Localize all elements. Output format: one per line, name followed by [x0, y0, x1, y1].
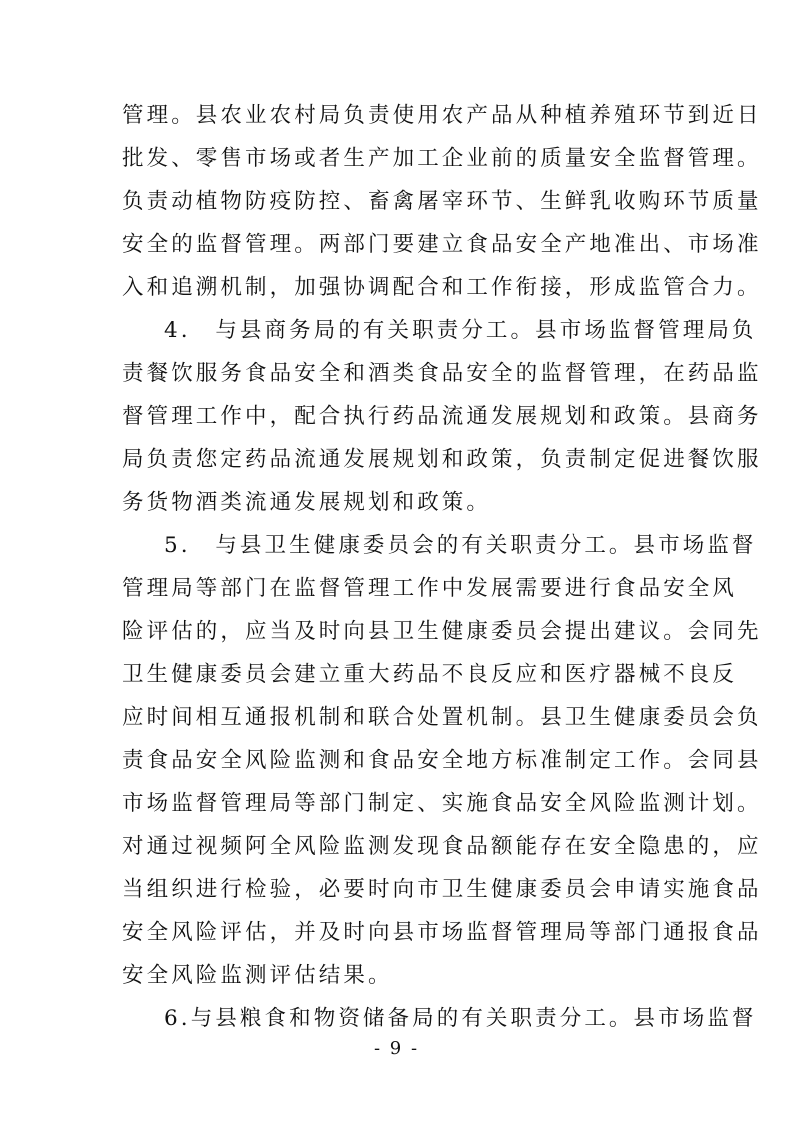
text-line: 责食品安全风险监测和食品安全地方标准制定工作。会同县	[122, 748, 762, 773]
paragraph-start-line: 4. 与县商务局的有关职责分工。县市场监督管理局负	[164, 318, 757, 343]
paragraph-start-line: 6.与县粮食和物资储备局的有关职责分工。县市场监督	[164, 1006, 757, 1031]
paragraph-start-line: 5. 与县卫生健康委员会的有关职责分工。县市场监督	[164, 533, 757, 558]
text-line: 局负责您定药品流通发展规划和政策，负责制定促进餐饮服	[122, 447, 762, 472]
text-line: 安全风险评估，并及时向县市场监督管理局等部门通报食品	[122, 920, 762, 945]
text-line: 安全的监督管理。两部门要建立食品安全产地准出、市场准	[122, 232, 762, 257]
text-line: 督管理工作中，配合执行药品流通发展规划和政策。县商务	[122, 404, 762, 429]
text-line: 当组织进行检验，必要时向市卫生健康委员会申请实施食品	[122, 877, 762, 902]
text-line: 负责动植物防疫防控、畜禽屠宰环节、生鲜乳收购环节质量	[122, 189, 762, 214]
text-line: 市场监督管理局等部门制定、实施食品安全风险监测计划。	[122, 791, 762, 816]
text-line: 对通过视频阿全风险监测发现食品额能存在安全隐患的，应	[122, 834, 762, 859]
text-line: 批发、零售市场或者生产加工企业前的质量安全监督管理。	[122, 146, 762, 171]
text-line: 应时间相互通报机制和联合处置机制。县卫生健康委员会负	[122, 705, 762, 730]
page-number: - 9 -	[373, 1038, 420, 1059]
text-line: 管理。县农业农村局负责使用农产品从种植养殖环节到近日	[122, 103, 762, 128]
text-line: 责餐饮服务食品安全和酒类食品安全的监督管理，在药品监	[122, 361, 762, 386]
text-line: 入和追溯机制，加强协调配合和工作衔接，形成监管合力。	[122, 275, 762, 300]
text-line: 安全风险监测评估结果。	[122, 963, 393, 988]
text-line: 险评估的，应当及时向县卫生健康委员会提出建议。会同先	[122, 619, 762, 644]
text-line: 卫生健康委员会建立重大药品不良反应和医疗器械不良反	[122, 662, 738, 687]
text-line: 务货物酒类流通发展规划和政策。	[122, 490, 492, 515]
text-line: 管理局等部门在监督管理工作中发展需要进行食品安全风	[122, 576, 738, 601]
